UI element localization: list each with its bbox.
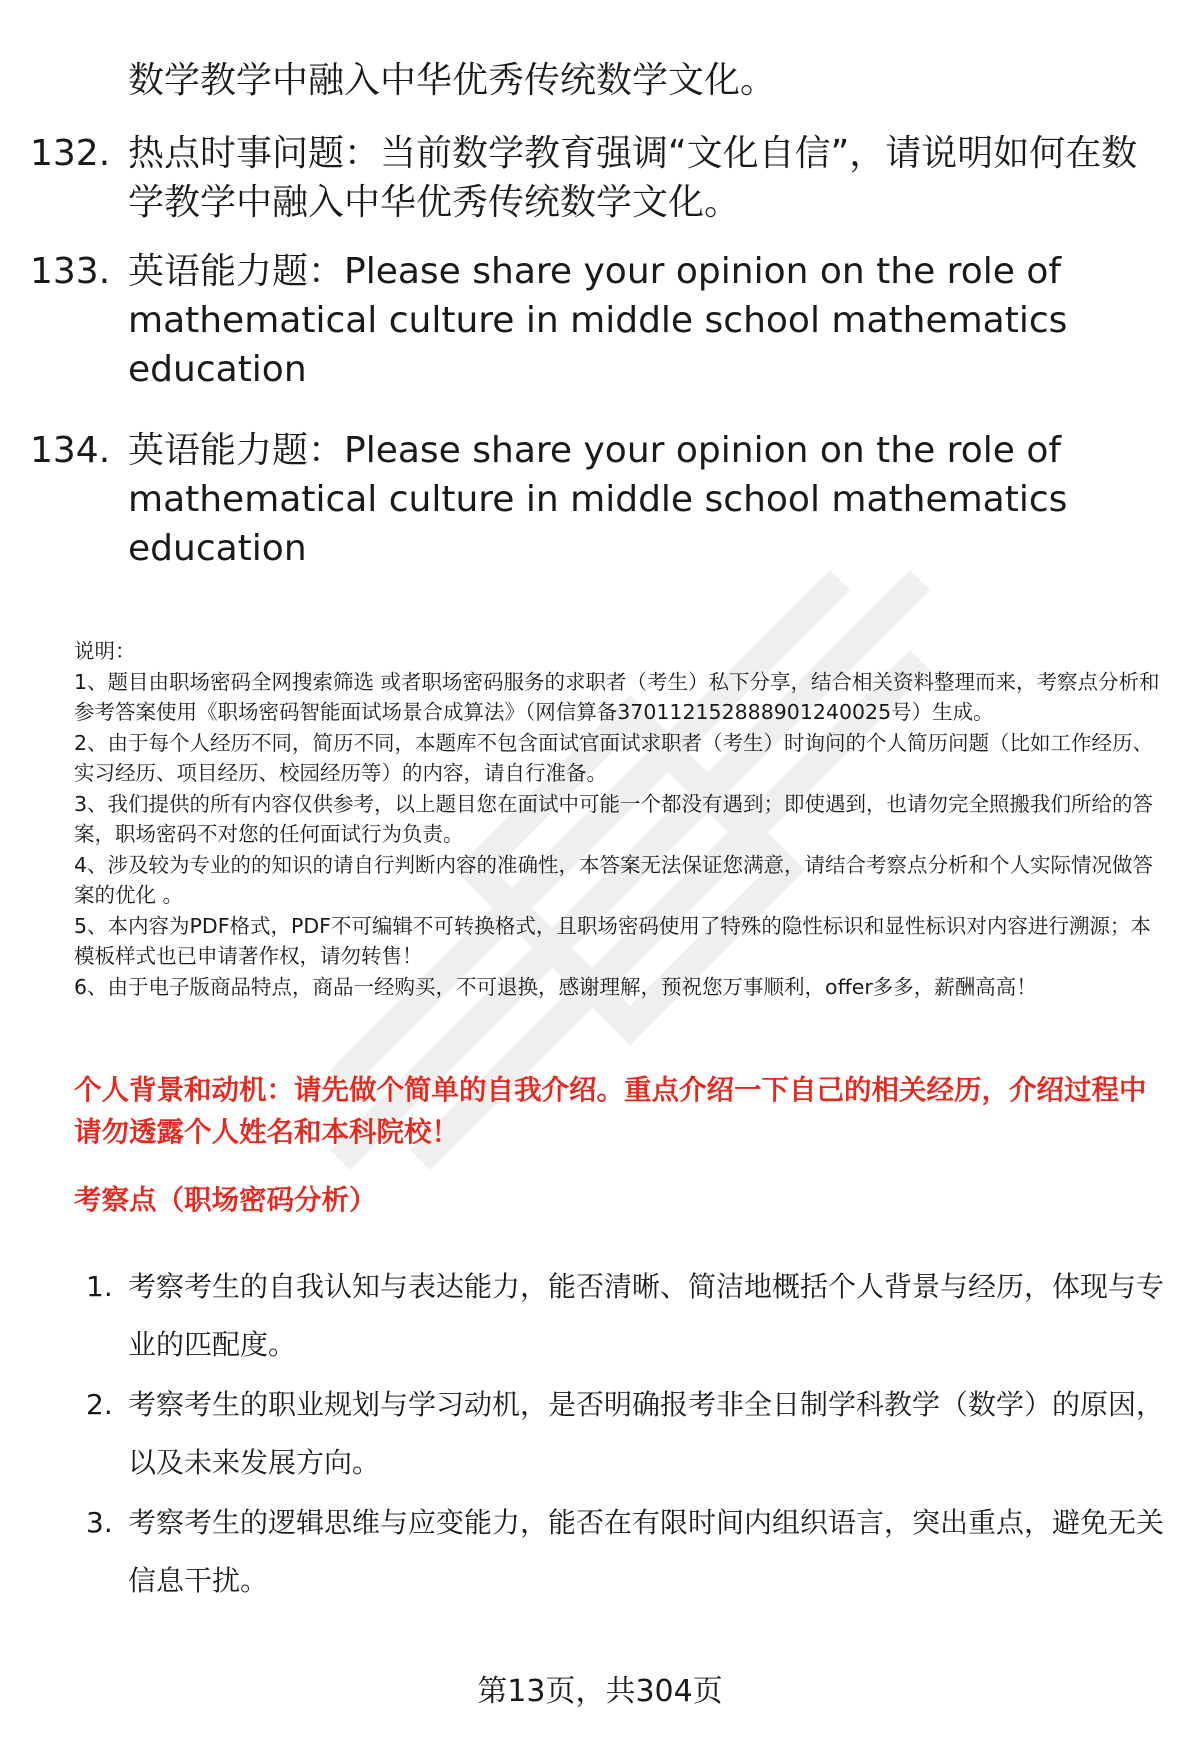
note-item: 4、涉及较为专业的的知识的请自行判断内容的准确性，本答案无法保证您满意，请结合考察点分析和个人实际情况做答案的优化 。 — [74, 852, 1154, 907]
question-item — [30, 426, 1180, 573]
point-text: 考察考生的自我认知与表达能力，能否清晰、简洁地概括个人背景与经历，体现与专业的匹配度。 — [128, 1270, 1165, 1361]
question-text: 英语能力题：Please share your opinion on the role of mathematical culture in middle school mathematics education — [128, 251, 1068, 390]
analysis-title: 考察点（职场密码分析） — [74, 1184, 377, 1216]
analysis-point — [74, 1258, 1164, 1374]
note-item: 1、题目由职场密码全网搜索筛选 或者职场密码服务的求职者（考生）私下分享，结合相关资料整理而来，考察点分析和参考答案使用《职场密码智能面试场景合成算法》（网信算备370112152888901240025号）生成。 — [74, 669, 1160, 724]
point-text: 考察考生的逻辑思维与应变能力，能否在有限时间内组织语言，突出重点，避免无关信息干扰。 — [128, 1506, 1165, 1597]
point-number: 2. — [86, 1388, 113, 1421]
question-number: 133. — [30, 251, 111, 292]
analysis-points — [74, 1258, 1164, 1612]
page-footer: 第13页，共304页 — [477, 1674, 723, 1709]
continuation-line: 数学教学中融入中华优秀传统数学文化。 — [128, 60, 777, 101]
note-item: 3、我们提供的所有内容仅供参考，以上题目您在面试中可能一个都没有遇到；即使遇到，也请勿完全照搬我们所给的答案，职场密码不对您的任何面试行为负责。 — [74, 791, 1154, 846]
notes-heading: 说明： — [74, 639, 136, 663]
point-number: 3. — [86, 1506, 113, 1539]
analysis-point — [74, 1376, 1164, 1492]
note-item: 5、本内容为PDF格式，PDF不可编辑不可转换格式，且职场密码使用了特殊的隐性标识和显性标识对内容进行溯源；本模板样式也已申请著作权，请勿转售！ — [74, 913, 1151, 968]
note-item: 6、由于电子版商品特点，商品一经购买，不可退换，感谢理解，预祝您万事顺利，offer多多，薪酬高高！ — [74, 974, 1037, 999]
analysis-point — [74, 1494, 1164, 1610]
question-number: 134. — [30, 430, 111, 471]
question-item — [30, 129, 1180, 227]
question-text: 英语能力题：Please share your opinion on the role of mathematical culture in middle school mathematics education — [128, 430, 1068, 569]
point-text: 考察考生的职业规划与学习动机，是否明确报考非全日制学科教学（数学）的原因，以及未来发展方向。 — [128, 1388, 1165, 1479]
question-number: 132. — [30, 133, 111, 174]
note-item: 2、由于每个人经历不同，简历不同，本题库不包含面试官面试求职者（考生）时询问的个人简历问题（比如工作经历、实习经历、项目经历、校园经历等）的内容，请自行准备。 — [74, 730, 1154, 785]
point-number: 1. — [86, 1270, 113, 1303]
question-item — [30, 247, 1180, 394]
section-title: 个人背景和动机：请先做个简单的自我介绍。重点介绍一下自己的相关经历，介绍过程中请勿透露个人姓名和本科院校！ — [74, 1074, 1147, 1148]
notes-section — [74, 636, 1164, 1002]
question-text: 热点时事问题：当前数学教育强调“文化自信”，请说明如何在数学教学中融入中华优秀传统数学文化。 — [128, 133, 1138, 223]
